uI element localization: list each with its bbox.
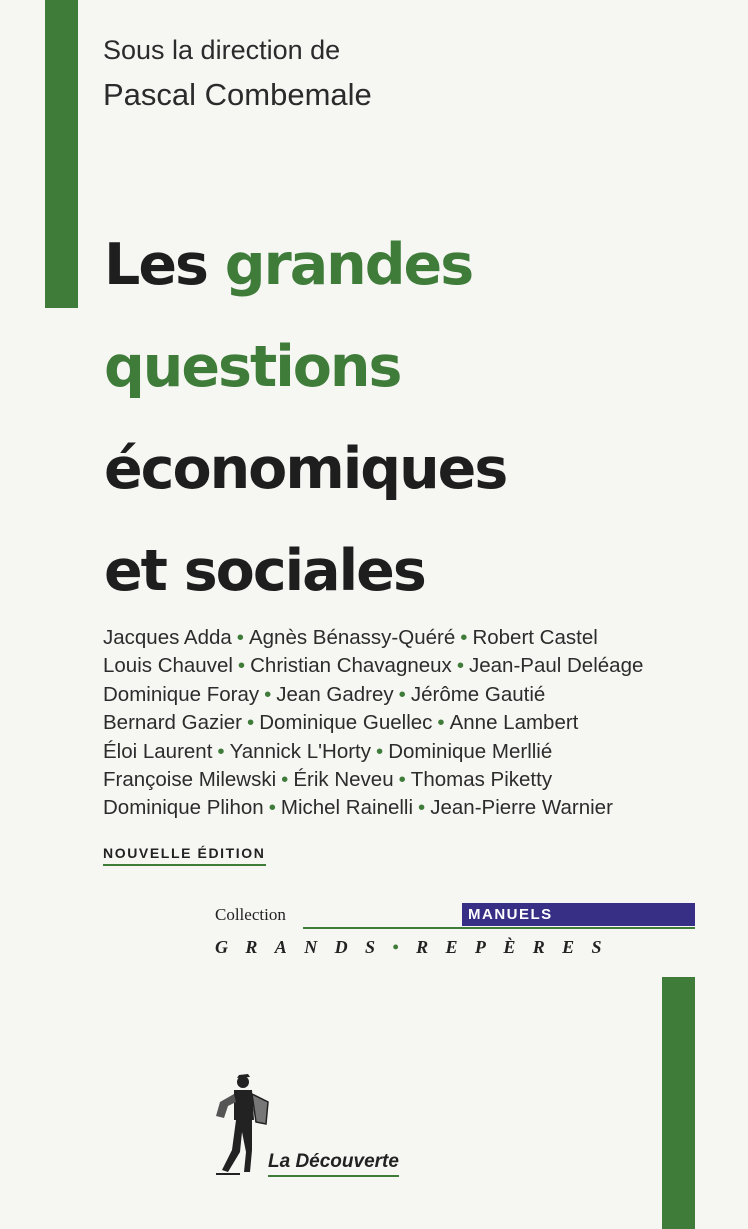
author-name: Dominique Guellec xyxy=(259,711,433,735)
author-name: Jacques Adda xyxy=(103,626,232,649)
editor-name: Pascal Combemale xyxy=(103,77,372,112)
collection-badge: MANUELS xyxy=(462,903,695,926)
author-separator: • xyxy=(418,796,426,820)
author-name: Bernard Gazier xyxy=(103,711,243,735)
author-name: Robert Castel xyxy=(472,626,598,649)
book-title xyxy=(104,214,506,622)
author-separator: • xyxy=(456,654,464,678)
author-name: Yannick L'Horty xyxy=(229,739,372,763)
title-line-2: questions xyxy=(104,334,401,400)
series-part-1: GRANDS xyxy=(215,937,393,957)
series-part-2: REPÈRES xyxy=(416,937,619,957)
author-name: Thomas Piketty xyxy=(410,768,553,792)
author-line xyxy=(103,709,643,737)
author-name: Dominique Foray xyxy=(103,682,260,706)
direction-label: Sous la direction de xyxy=(103,35,341,65)
green-accent-bar-top xyxy=(45,0,78,308)
author-name: Jean-Pierre Warnier xyxy=(430,796,613,820)
author-name: Christian Chavagneux xyxy=(250,654,452,678)
author-name: Anne Lambert xyxy=(449,711,579,735)
author-separator: • xyxy=(460,626,468,649)
sower-figure-icon xyxy=(210,1072,272,1180)
author-separator: • xyxy=(281,768,289,792)
author-list xyxy=(103,624,643,823)
series-name xyxy=(215,937,697,958)
author-separator: • xyxy=(268,796,276,820)
author-name: Dominique Merllié xyxy=(388,739,553,763)
author-name: Dominique Plihon xyxy=(103,796,264,820)
author-separator: • xyxy=(247,711,255,735)
author-line xyxy=(103,652,643,680)
author-name: Érik Neveu xyxy=(293,768,394,792)
title-line-3: économiques xyxy=(104,436,507,502)
author-line xyxy=(103,794,643,822)
collection-rule xyxy=(303,927,695,929)
author-name: Françoise Milewski xyxy=(103,768,277,792)
author-name: Jérôme Gautié xyxy=(410,682,546,706)
author-separator: • xyxy=(236,626,244,649)
author-name: Louis Chauvel xyxy=(103,654,233,678)
author-name: Jean-Paul Deléage xyxy=(469,654,644,678)
series-dot: • xyxy=(392,937,417,957)
author-separator: • xyxy=(437,711,445,735)
author-name: Agnès Bénassy-Quéré xyxy=(248,626,456,649)
author-separator: • xyxy=(264,682,272,706)
title-word: Les xyxy=(104,232,207,298)
author-line xyxy=(103,766,643,794)
edition-label: NOUVELLE ÉDITION xyxy=(103,845,266,866)
author-separator: • xyxy=(398,682,406,706)
author-separator: • xyxy=(398,768,406,792)
author-name: Michel Rainelli xyxy=(280,796,414,820)
author-name: Jean Gadrey xyxy=(276,682,394,706)
author-separator: • xyxy=(237,654,246,678)
green-accent-bar-bottom xyxy=(662,977,695,1229)
author-separator: • xyxy=(376,739,384,763)
author-line xyxy=(103,624,643,652)
title-line-4: et sociales xyxy=(104,538,425,604)
title-word-green: grandes xyxy=(224,232,473,298)
collection-label: Collection xyxy=(215,905,286,924)
author-line xyxy=(103,738,643,766)
author-name: Éloi Laurent xyxy=(103,739,213,763)
title-line-1 xyxy=(104,214,506,316)
author-separator: • xyxy=(217,739,225,763)
publisher-name: La Découverte xyxy=(268,1151,399,1177)
author-line xyxy=(103,681,643,709)
